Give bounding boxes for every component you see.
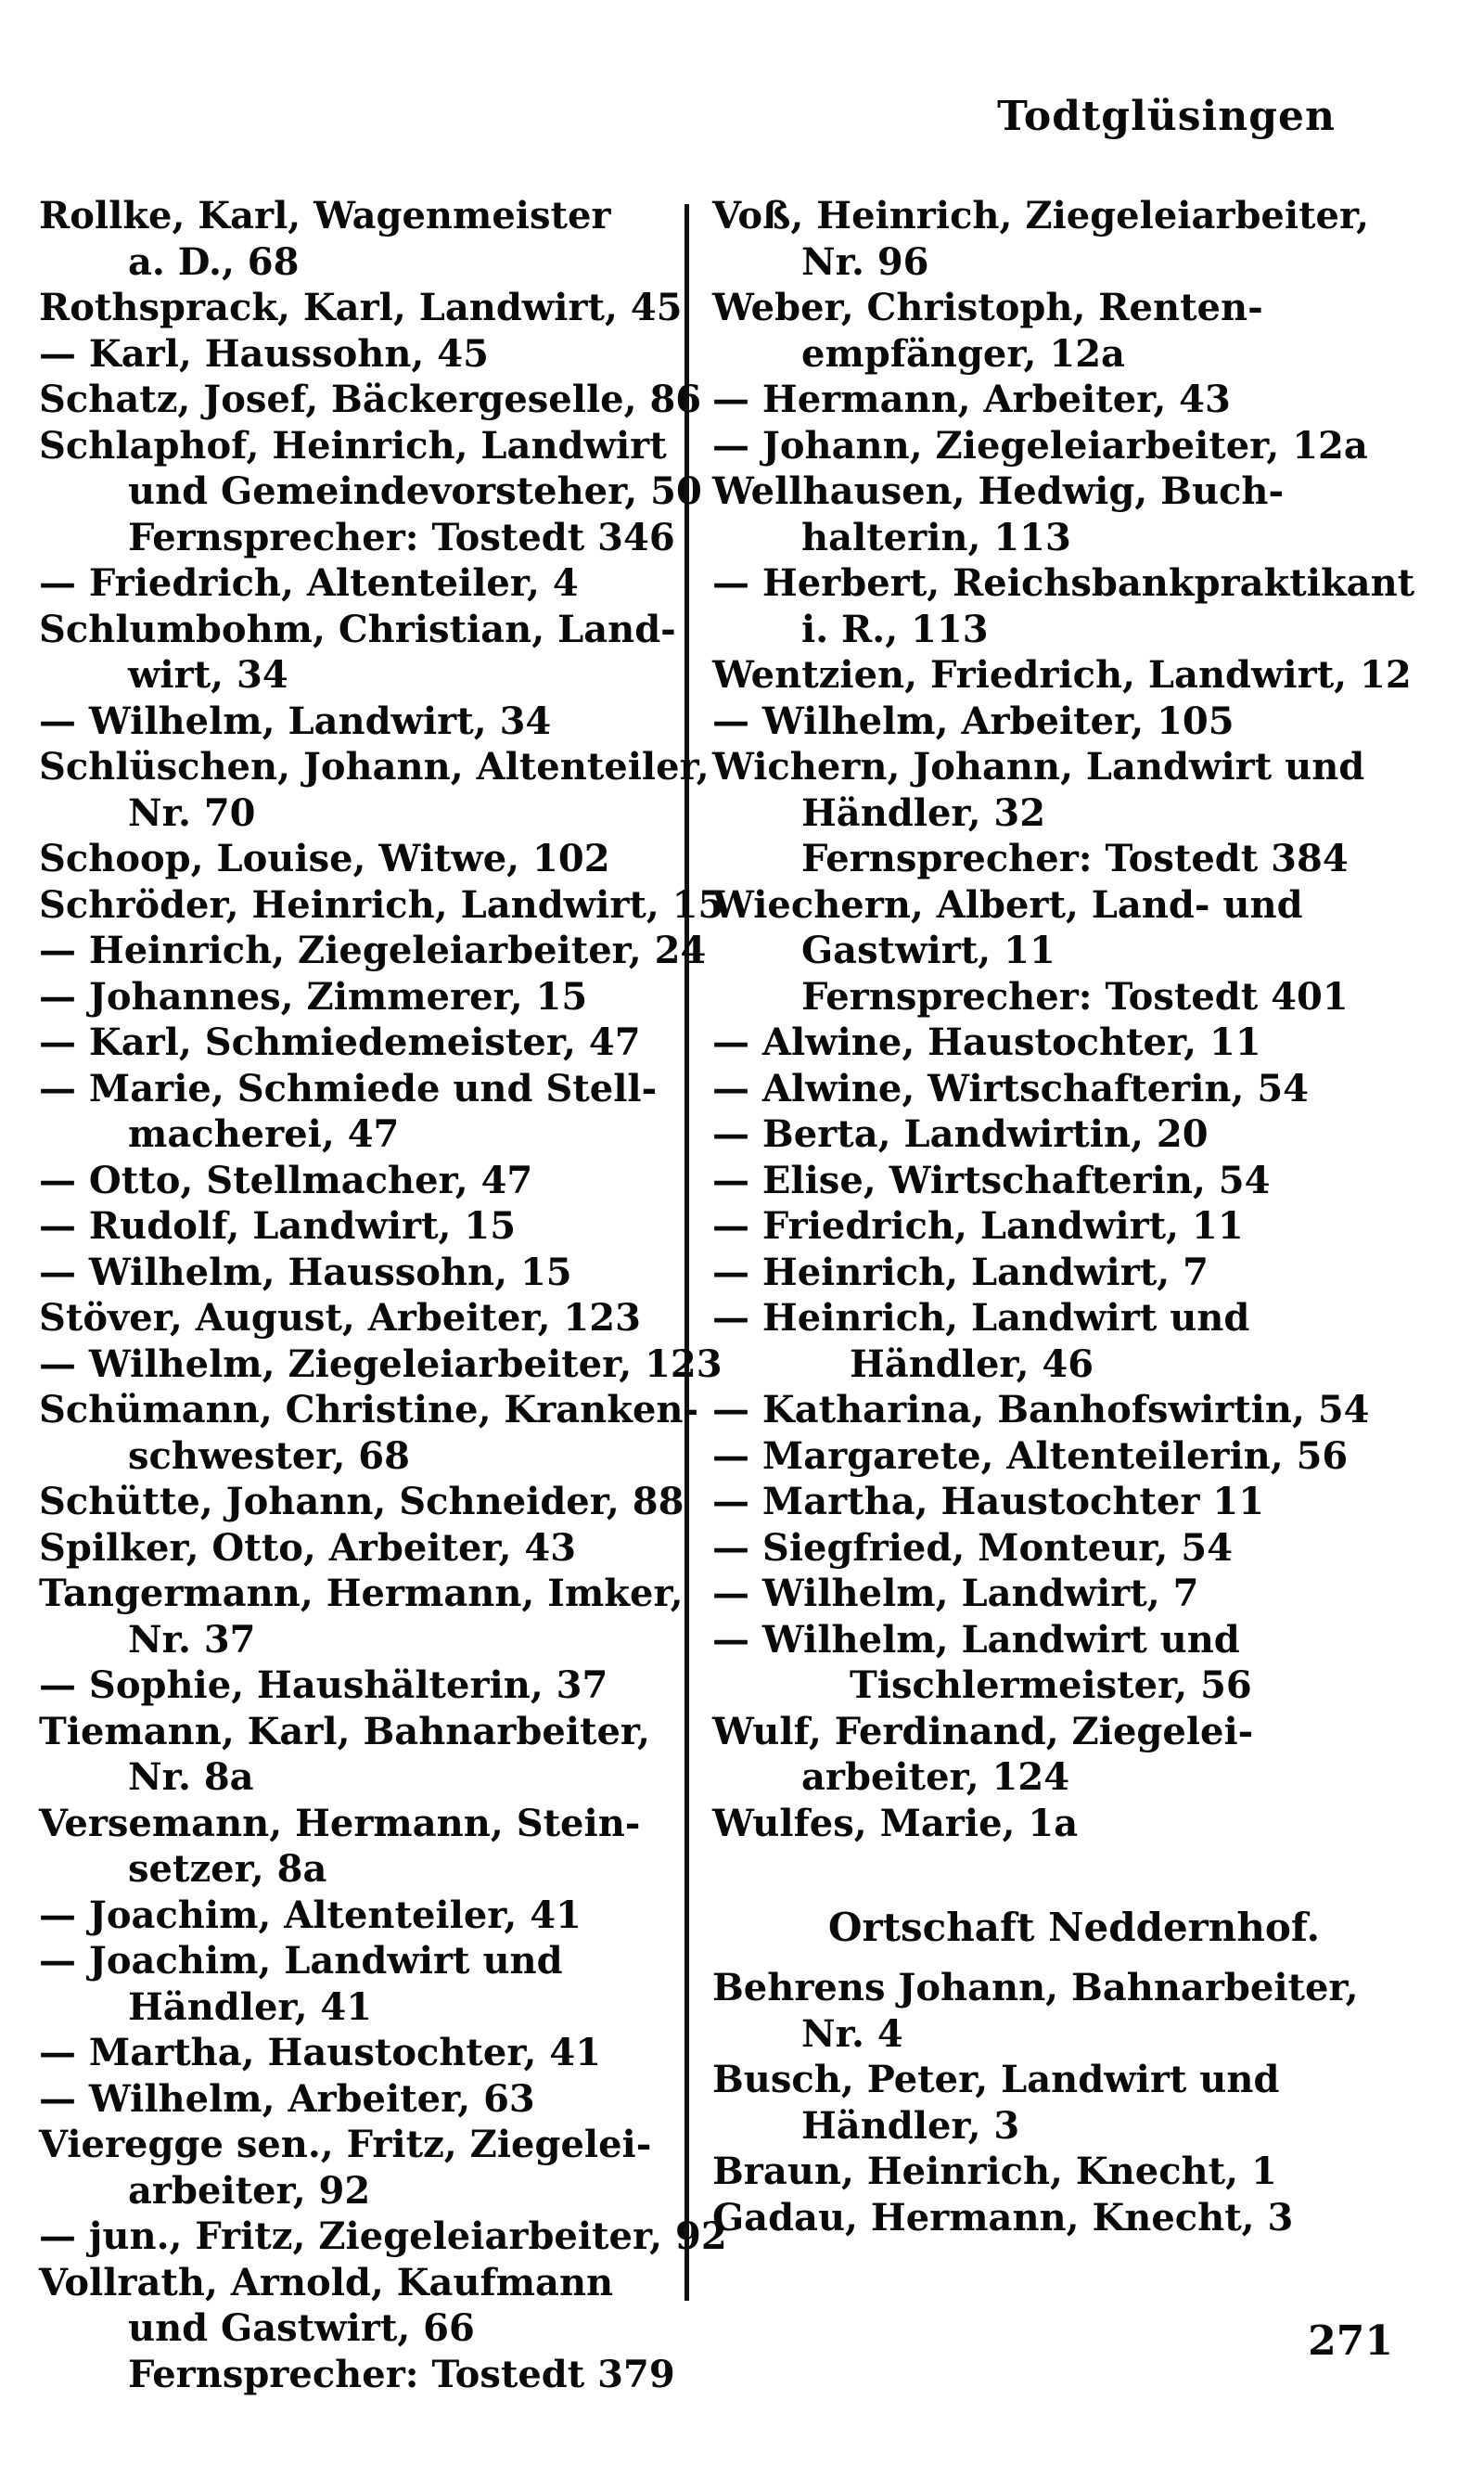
entry-line: Stöver, August, Arbeiter, 123 [39,1296,641,1340]
entry-line: Tangermann, Hermann, Imker, [39,1572,684,1615]
section-gap [712,1954,1380,1965]
entry-line: Nr. 70 [128,790,256,835]
entry-line: — Siegfried, Monteur, 54 [712,1525,1233,1570]
entry-line: — Alwine, Wirtschafterin, 54 [712,1066,1310,1110]
entry-line: Wulfes, Marie, 1a [712,1801,1079,1845]
entry-line: — Karl, Haussohn, 45 [39,331,489,376]
entry-line: Schlumbohm, Christian, Land- [39,607,676,651]
entry-line: Händler, 41 [128,1984,373,2029]
entry-line: Behrens Johann, Bahnarbeiter, [712,1966,1359,2009]
entry-line: Wentzien, Friedrich, Landwirt, 12 [712,653,1412,697]
entry-line: Fernsprecher: Tostedt 401 [801,974,1349,1019]
entry-line: a. D., 68 [128,239,300,284]
entry-line: arbeiter, 124 [801,1755,1070,1799]
entry-line: — Alwine, Haustochter, 11 [712,1020,1261,1064]
left-column [39,193,727,2397]
entry-line: Schröder, Heinrich, Landwirt, 15 [39,882,724,927]
entry-line: Schütte, Johann, Schneider, 88 [39,1480,684,1523]
entry-line: Nr. 4 [801,2011,903,2056]
entry-line: — Joachim, Altenteiler, 41 [39,1893,582,1937]
entry-line: Vollrath, Arnold, Kaufmann [39,2260,614,2304]
entry-line: Wichern, Johann, Landwirt und [712,745,1365,789]
entry-line: Händler, 3 [801,2103,1020,2148]
right-column [712,193,1415,2240]
entry-line: Voß, Heinrich, Ziegeleiarbeiter, [712,194,1370,237]
entry-line: — Berta, Landwirtin, 20 [712,1112,1209,1156]
entry-line: — Johann, Ziegeleiarbeiter, 12a [712,423,1368,468]
entry-line: Spilker, Otto, Arbeiter, 43 [39,1525,577,1570]
entry-line: — Friedrich, Altenteiler, 4 [39,561,579,605]
entry-line: — Wilhelm, Landwirt und [712,1617,1240,1662]
entry-line: Fernsprecher: Tostedt 379 [128,2352,675,2396]
entry-line: — Martha, Haustochter, 41 [39,2031,602,2074]
entry-line: — Heinrich, Landwirt und [712,1296,1250,1340]
entry-line: macherei, 47 [128,1112,400,1156]
section-spacer [712,1846,1380,1902]
entry-line: Nr. 8a [128,1755,254,1799]
entry-line: — Karl, Schmiedemeister, 47 [39,1020,641,1064]
entry-line: Fernsprecher: Tostedt 384 [801,837,1349,880]
entry-line: — Wilhelm, Arbeiter, 105 [712,699,1235,743]
entry-line: — Margarete, Altenteilerin, 56 [712,1433,1349,1478]
entry-line: — Joachim, Landwirt und [39,1939,563,1983]
entry-line: — Wilhelm, Ziegeleiarbeiter, 123 [39,1341,723,1386]
entry-line: Busch, Peter, Landwirt und [712,2058,1280,2101]
entry-line: Gadau, Hermann, Knecht, 3 [712,2195,1294,2240]
entry-line: — Wilhelm, Arbeiter, 63 [39,2076,535,2121]
entry-line: und Gemeindevorsteher, 50 [128,469,702,513]
entry-line: Vieregge sen., Fritz, Ziegelei- [39,2123,652,2166]
entry-line: Tiemann, Karl, Bahnarbeiter, [39,1709,650,1753]
entry-line: setzer, 8a [128,1847,327,1891]
entry-line: Rollke, Karl, Wagenmeister [39,194,611,237]
entry-line: — Herbert, Reichsbankpraktikant [712,561,1415,605]
entry-line: Braun, Heinrich, Knecht, 1 [712,2150,1277,2193]
entry-line: — Katharina, Banhofswirtin, 54 [712,1388,1370,1431]
entry-line: — Elise, Wirtschafterin, 54 [712,1158,1271,1202]
entry-line: Schoop, Louise, Witwe, 102 [39,837,610,880]
entry-line: und Gastwirt, 66 [128,2306,475,2350]
entry-line: Rothsprack, Karl, Landwirt, 45 [39,286,683,329]
entry-line: Schatz, Josef, Bäckergeselle, 86 [39,378,702,421]
entry-line: Schlüschen, Johann, Altenteiler, [39,745,710,789]
entry-line: — Heinrich, Ziegeleiarbeiter, 24 [39,929,707,972]
entry-line: — Wilhelm, Haussohn, 15 [39,1250,572,1294]
entry-line: — Marie, Schmiede und Stell- [39,1066,658,1110]
entry-line: Nr. 96 [801,239,929,284]
entry-line: Schlaphof, Heinrich, Landwirt [39,423,667,468]
entry-line: wirt, 34 [128,653,288,697]
entry-line: Wellhausen, Hedwig, Buch- [712,469,1285,513]
entry-line: Fernsprecher: Tostedt 346 [128,515,675,559]
entry-line: Nr. 37 [128,1617,256,1662]
entry-line: Versemann, Hermann, Stein- [39,1801,641,1845]
page-number: 271 [1308,2317,1393,2365]
entry-line: schwester, 68 [128,1433,410,1478]
entry-line: — Heinrich, Landwirt, 7 [712,1250,1209,1294]
entry-line: — jun., Fritz, Ziegeleiarbeiter, 92 [39,2214,727,2258]
entry-line: Weber, Christoph, Renten- [712,286,1263,329]
section-heading: Ortschaft Neddernhof. [827,1905,1321,1950]
entry-line: Händler, 46 [850,1341,1094,1386]
entry-line: Tischlermeister, 56 [850,1663,1252,1707]
entry-line: — Wilhelm, Landwirt, 34 [39,699,552,743]
entry-line: — Johannes, Zimmerer, 15 [39,974,588,1019]
entry-line: — Sophie, Haushälterin, 37 [39,1663,608,1707]
entry-line: Gastwirt, 11 [801,929,1055,972]
page-header: Todtglüsingen [997,93,1336,140]
entry-line: — Wilhelm, Landwirt, 7 [712,1572,1199,1615]
entry-line: Schümann, Christine, Kranken- [39,1388,699,1431]
entry-line: Händler, 32 [801,790,1046,835]
entry-line: arbeiter, 92 [128,2168,371,2213]
entry-line: empfänger, 12a [801,331,1125,376]
entry-line: halterin, 113 [801,515,1071,559]
entry-line: — Otto, Stellmacher, 47 [39,1158,533,1202]
entry-line: — Friedrich, Landwirt, 11 [712,1204,1244,1248]
entry-line: — Rudolf, Landwirt, 15 [39,1204,517,1248]
entry-line: i. R., 113 [801,607,989,651]
entry-line: — Martha, Haustochter 11 [712,1480,1265,1523]
entry-line: — Hermann, Arbeiter, 43 [712,378,1231,421]
entry-line: Wiechern, Albert, Land- und [712,882,1303,927]
entry-line: Wulf, Ferdinand, Ziegelei- [712,1709,1254,1753]
